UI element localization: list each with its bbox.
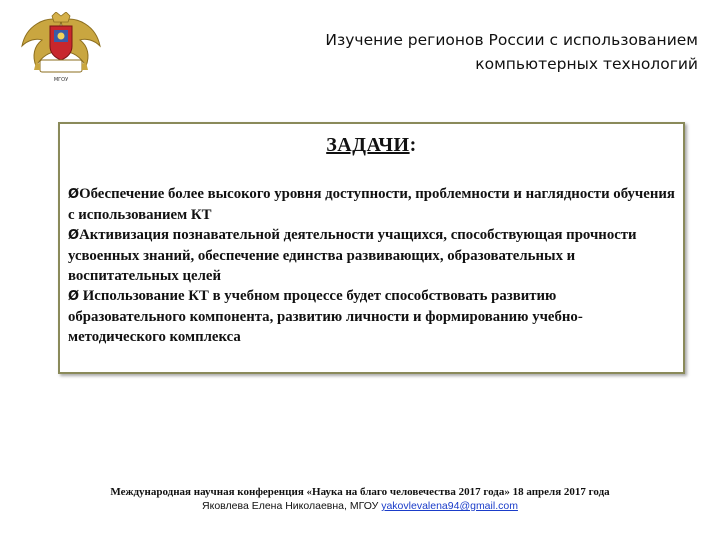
task-text: Активизация познавательной деятельности учащихся, способствующая прочности усвоенных знаний, обеспечение единства развивающих, образовательных и воспитательных целей: [68, 227, 637, 284]
page-title-line1: Изучение регионов России с использованием: [325, 31, 698, 49]
tasks-heading-colon: :: [409, 134, 417, 156]
conference-line: Международная научная конференция «Наука на благо человечества 2017 года» 18 апреля 2017 года: [110, 486, 610, 498]
task-item-2: [68, 225, 675, 286]
footer: [0, 485, 720, 513]
task-item-3: [68, 286, 675, 347]
email-link[interactable]: yakovlevalena94@gmail.com: [381, 500, 518, 512]
tasks-list: [68, 184, 675, 347]
arrow-bullet-icon: Ø: [68, 228, 80, 243]
tasks-heading-text: ЗАДАЧИ: [326, 134, 410, 156]
task-text: Обеспечение более высокого уровня доступности, проблемности и наглядности обучения с использованием КТ: [68, 186, 675, 223]
task-text: Использование КТ в учебном процессе будет способствовать развитию образовательного компонента, развитию личности и формированию учебно-методического комплекса: [68, 288, 583, 345]
emblem-crest-icon: [14, 12, 108, 86]
author-line: [0, 499, 720, 513]
arrow-bullet-icon: Ø: [68, 289, 80, 304]
logo-text: МГОУ: [53, 77, 69, 83]
tasks-heading: [60, 134, 683, 157]
author-name: Яковлева Елена Николаевна, МГОУ: [202, 500, 382, 512]
task-item-1: [68, 184, 675, 225]
page-title: [278, 28, 698, 76]
page-title-line2: компьютерных технологий: [475, 55, 698, 73]
arrow-bullet-icon: Ø: [68, 187, 80, 202]
tasks-box: [58, 122, 685, 374]
